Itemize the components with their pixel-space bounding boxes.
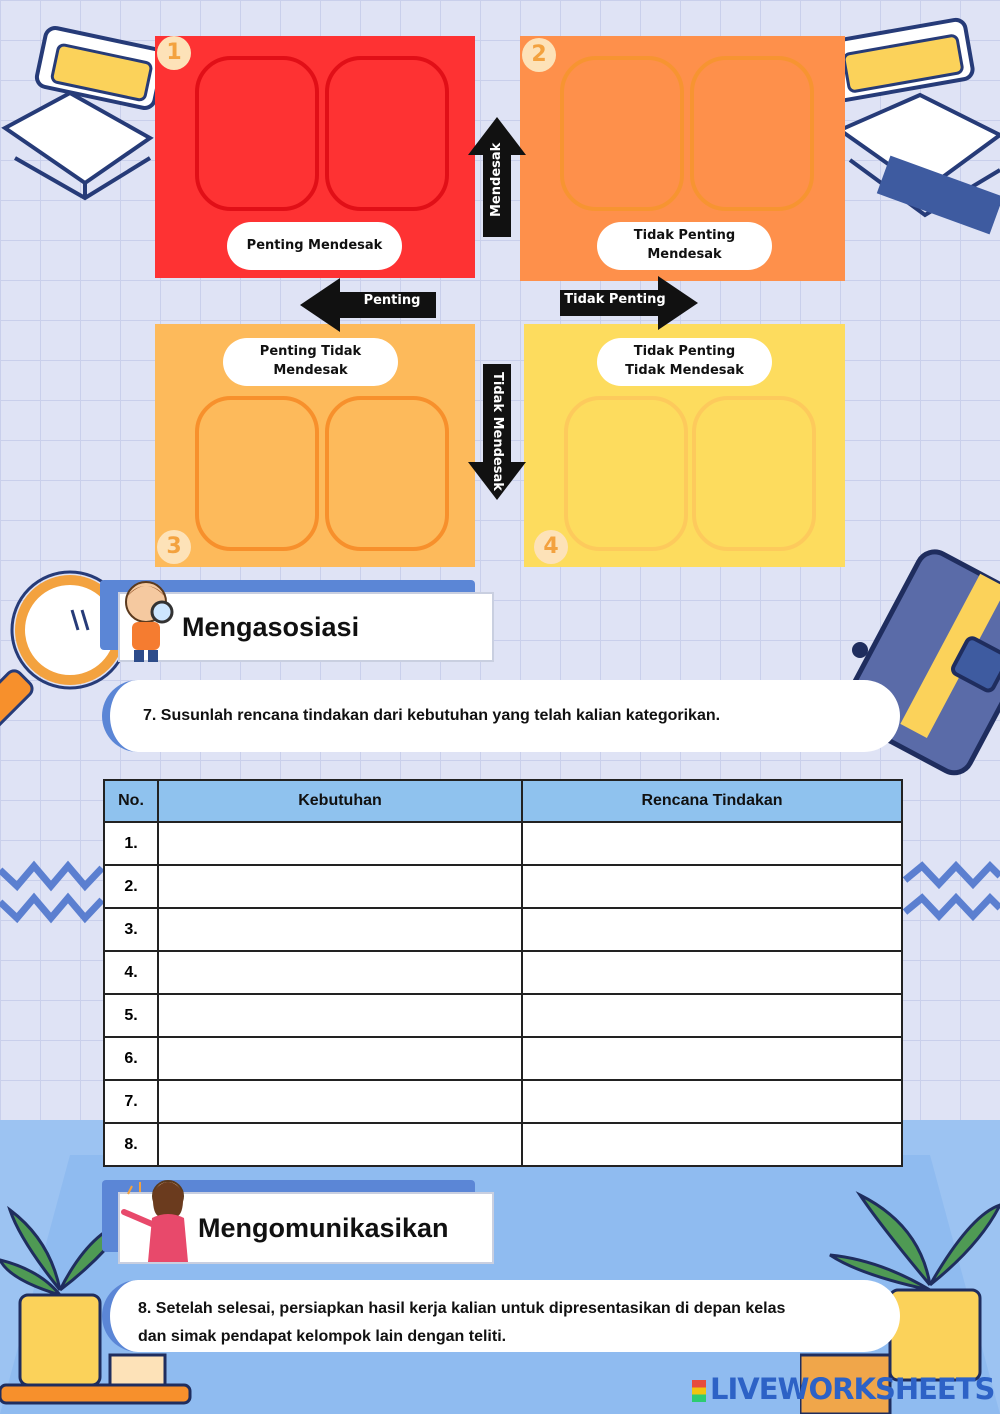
zigzag-left-decoration [0,858,105,928]
arrow-label-mendesak: Mendesak [489,142,504,217]
drop-slot[interactable] [564,396,688,551]
table-row [104,1080,902,1123]
row-number: 2. [104,865,158,908]
drop-slot[interactable] [690,56,814,211]
rencana-input-cell[interactable] [522,908,902,951]
drop-slot[interactable] [325,396,449,551]
quadrant-label: Tidak Penting Mendesak [597,222,772,270]
quadrant-label: Tidak Penting Tidak Mendesak [597,338,772,386]
quadrant-tidak-penting-tidak-mendesak [524,324,845,567]
drop-slot[interactable] [195,56,319,211]
table-row [104,951,902,994]
instruction-text-line2: dan simak pendapat kelompok lain dengan teliti. [138,1328,507,1345]
table-row [104,994,902,1037]
liveworksheets-logo[interactable] [692,1372,994,1406]
kebutuhan-input-cell[interactable] [158,908,522,951]
kebutuhan-input-cell[interactable] [158,951,522,994]
row-number: 6. [104,1037,158,1080]
rencana-input-cell[interactable] [522,822,902,865]
action-plan-table [103,779,903,1167]
drop-slot[interactable] [692,396,816,551]
drop-slot[interactable] [560,56,684,211]
quadrant-number-badge: 1 [157,36,191,70]
rencana-input-cell[interactable] [522,994,902,1037]
column-header-no: No. [104,780,158,822]
row-number: 7. [104,1080,158,1123]
books-left-illustration [0,8,160,218]
instruction-banner-7 [102,680,900,752]
kebutuhan-input-cell[interactable] [158,994,522,1037]
rencana-input-cell[interactable] [522,865,902,908]
kebutuhan-input-cell[interactable] [158,822,522,865]
row-number: 5. [104,994,158,1037]
table-row [104,908,902,951]
section-title-text: Mengomunikasikan [198,1212,449,1243]
quadrant-tidak-penting-mendesak [520,36,845,281]
table-row [104,822,902,865]
books-right-illustration [840,10,1000,240]
kebutuhan-input-cell[interactable] [158,1080,522,1123]
table-row [104,1037,902,1080]
zigzag-right-decoration [903,858,1000,928]
quadrant-number-badge: 4 [534,530,568,564]
quadrant-label: Penting Tidak Mendesak [223,338,398,386]
table-header-row [104,780,902,822]
quadrant-penting-mendesak [155,36,475,278]
section-title-text: Mengasosiasi [182,611,360,642]
rencana-input-cell[interactable] [522,951,902,994]
kebutuhan-input-cell[interactable] [158,865,522,908]
row-number: 1. [104,822,158,865]
column-header-kebutuhan: Kebutuhan [158,780,522,822]
row-number: 8. [104,1123,158,1166]
drop-slot[interactable] [195,396,319,551]
drop-slot[interactable] [325,56,449,211]
quadrant-number-badge: 3 [157,530,191,564]
row-number: 4. [104,951,158,994]
column-header-rencana-tindakan: Rencana Tindakan [522,780,902,822]
table-row [104,865,902,908]
quadrant-penting-tidak-mendesak [155,324,475,567]
rencana-input-cell[interactable] [522,1037,902,1080]
arrow-label-tidak-penting: Tidak Penting [564,292,666,307]
instruction-text: 7. Susunlah rencana tindakan dari kebutuhan yang telah kalian kategorikan. [143,707,721,724]
boy-magnifier-avatar [118,576,178,664]
kebutuhan-input-cell[interactable] [158,1037,522,1080]
row-number: 3. [104,908,158,951]
teacher-avatar [118,1172,194,1264]
rencana-input-cell[interactable] [522,1123,902,1166]
liveworksheets-logo-text: LIVEWORKSHEETS [710,1372,995,1406]
quadrant-number-badge: 2 [522,38,556,72]
liveworksheets-logo-icon [692,1380,706,1402]
table-row [104,1123,902,1166]
arrow-label-tidak-mendesak: Tidak Mendesak [490,372,505,491]
arrow-label-penting: Penting [363,293,421,308]
rencana-input-cell[interactable] [522,1080,902,1123]
instruction-text-line1: 8. Setelah selesai, persiapkan hasil kerja kalian untuk dipresentasikan di depan kelas [138,1300,786,1317]
instruction-banner-8 [102,1280,900,1352]
kebutuhan-input-cell[interactable] [158,1123,522,1166]
quadrant-label: Penting Mendesak [227,222,402,270]
